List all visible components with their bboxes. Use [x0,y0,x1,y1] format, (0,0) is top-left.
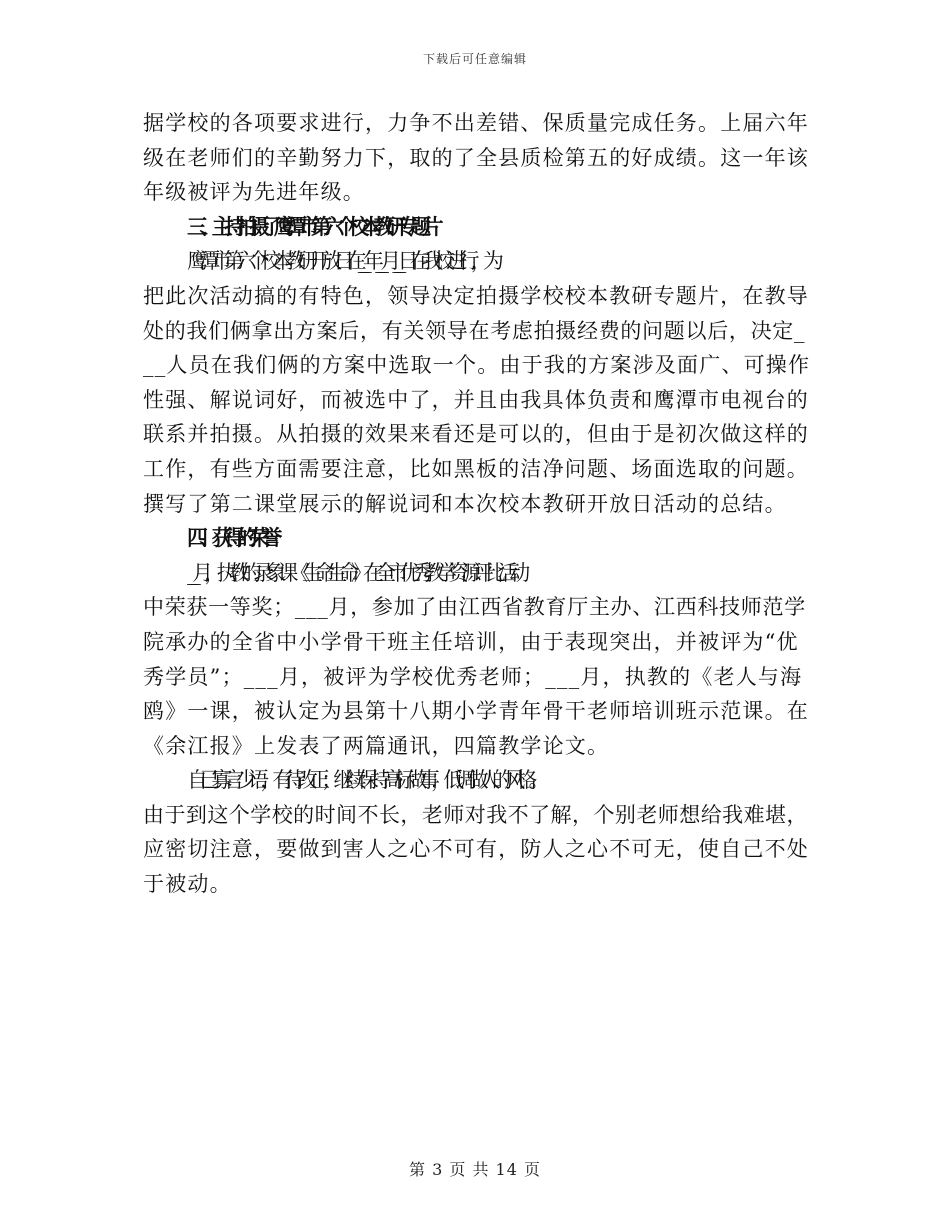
paragraph-line: 自己寡言少语，有待改正；继续保持高标做事，低调做人的风格。 [187,768,541,793]
page-header: 下载后可任意编辑 [422,52,527,66]
paragraph-line: 把此次活动搞的有特色，领导决定拍摄学校校本教研专题片，在教导 [143,283,809,308]
paragraph-line: __人员在我们俩的方案中选取一个。由于我的方案涉及面广、可操作 [143,353,811,378]
section-heading-4: 四、获得的荣誉 [187,526,274,551]
paragraph-line: 性强、解说词好，而被选中了，并且由我具体负责和鹰潭市电视台的 [143,387,809,412]
paragraph-line: 年级被评为先进年级。 [143,180,365,205]
paragraph-line: 于被动。 [143,872,232,897]
paragraph-line: 鸥》一课，被认定为县第十八期小学青年骨干老师培训班示范课。在 [143,699,809,724]
paragraph-line: ___月，执教的录象课《生命生命》在全市优秀教学资源评比活动 [187,560,522,585]
paragraph-line: 院承办的全省中小学骨干班主任培训，由于表现突出，并被评为“优 [143,629,799,654]
paragraph-line: 处的我们俩拿出方案后，有关领导在考虑拍摄经费的问题以后，决定_ [143,318,806,343]
paragraph-line: 《余江报》上发表了两篇通讯，四篇教学论文。 [143,733,610,758]
paragraph-line: 级在老师们的辛勤努力下，取的了全县质检第五的好成绩。这一年该 [143,145,809,170]
paragraph-line: 撰写了第二课堂展示的解说词和本次校本教研开放日活动的总结。 [143,491,787,516]
paragraph-line: 应密切注意，要做到害人之心不可有，防人之心不可无，使自己不处 [143,837,809,862]
paragraph-line: 联系并拍摄。从拍摄的效果来看还是可以的，但由于是初次做这样的 [143,422,809,447]
paragraph-line: 鹰潭市第六个校本教研开放日在___年___月___日在我校进行，为 [187,249,496,274]
paragraph-line: 由于到这个学校的时间不长，老师对我不了解，个别老师想给我难堪， [143,802,808,827]
paragraph-line: 工作，有些方面需要注意，比如黑板的洁净问题、场面选取的问题。 [143,456,809,481]
paragraph-line: 据学校的各项要求进行，力争不出差错、保质量完成任务。上届六年 [143,111,809,135]
document-body [143,106,810,902]
paragraph-line: 秀学员”；___月，被评为学校优秀老师；___月，执教的《老人与海 [143,664,803,689]
paragraph-line: 中荣获一等奖；___月，参加了由江西省教育厅主办、江西科技师范学 [143,595,806,620]
page-number: 第 3 页 共 14 页 [409,1160,541,1179]
section-heading-3: 三、主持拍摄了鹰潭市第六个校本教研专题片 [187,214,435,239]
